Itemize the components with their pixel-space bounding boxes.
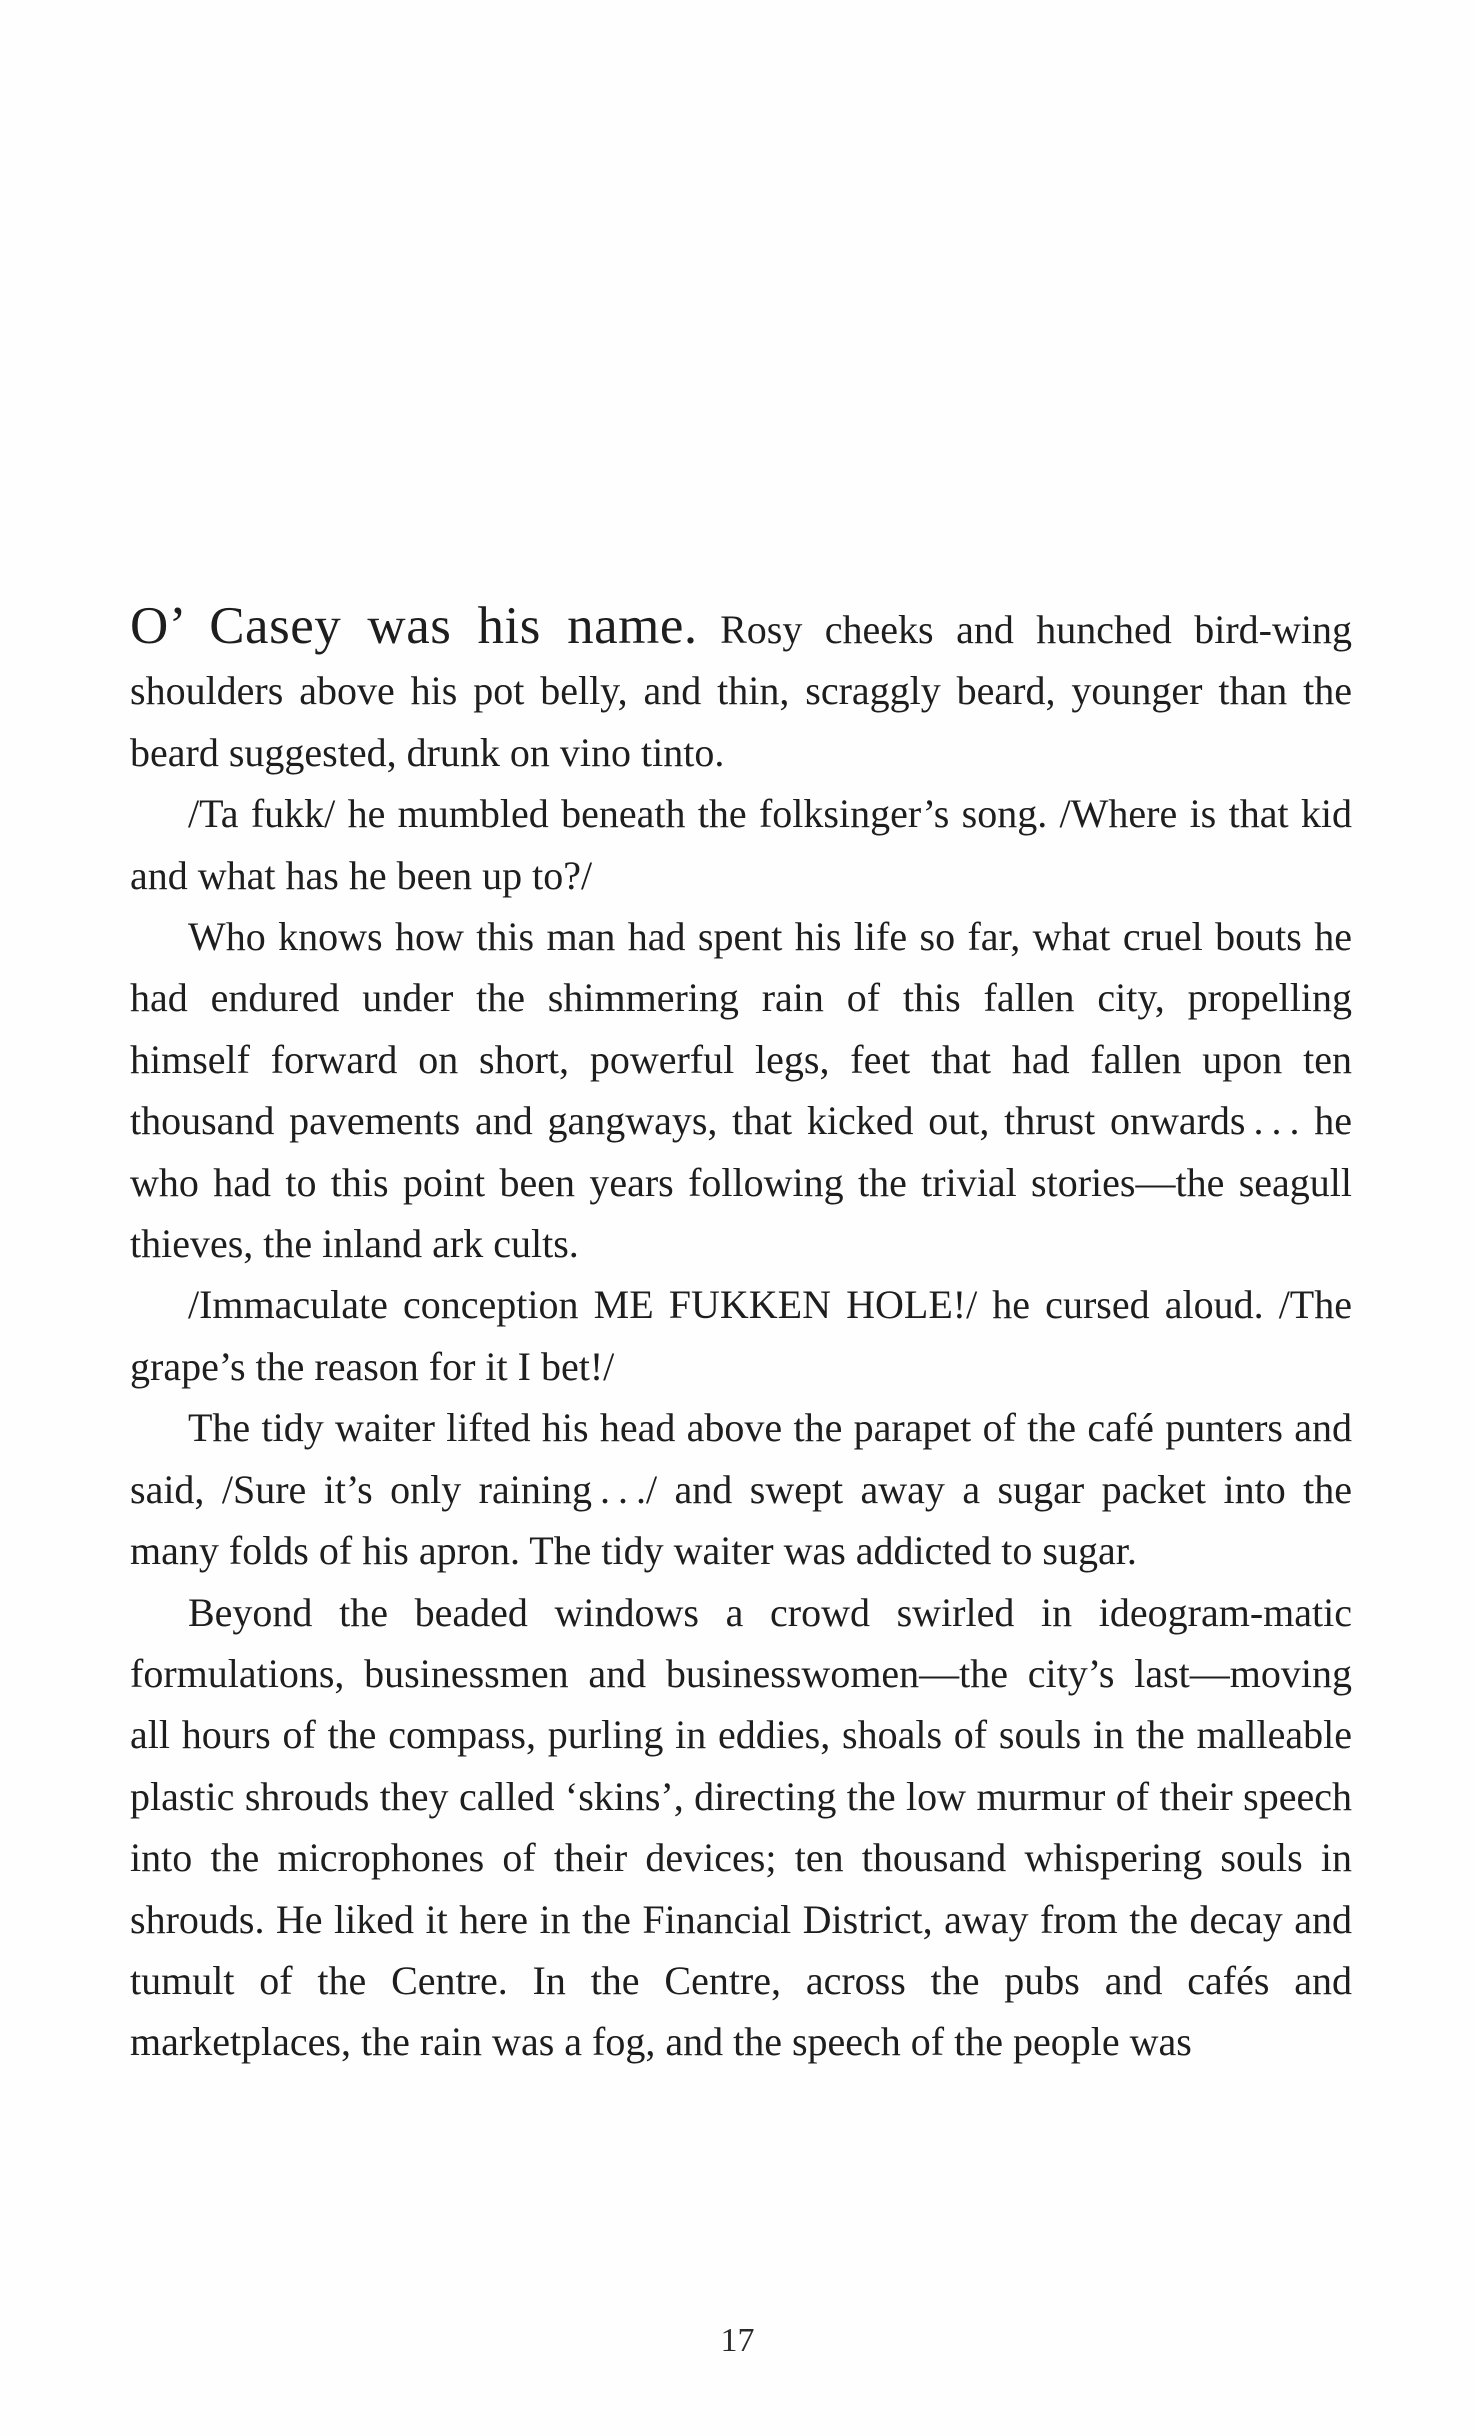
paragraph-4: /Immaculate conception ME FUKKEN HOLE!/ he cursed aloud. /The grape’s the reason for it I bet!/ bbox=[130, 1282, 1352, 1389]
paragraph-5: The tidy waiter lifted his head above the parapet of the café punters and said, /Sure it’s only raining . . ./ and swept away a sugar packet into the many folds of his apron. The tidy waiter was addicted to sugar. bbox=[130, 1405, 1352, 1574]
paragraph-1 bbox=[130, 596, 1352, 783]
page-number: 17 bbox=[720, 2322, 755, 2359]
paragraph-text: Rosy cheeks and hunched bird-wing shoulders above his pot belly, and thin, scraggly beard, younger than the beard suggested, drunk on vino tinto. bbox=[130, 607, 1353, 775]
paragraph-3: Who knows how this man had spent his life so far, what cruel bouts he had endured under the shimmering rain of this fallen city, propelling himself forward on short, powerful legs, feet that had fallen upon ten thousand pavements and gangways, that kicked out, thrust onwards . . . he who had to this point been years following the trivial stories—the seagull thieves, the inland ark cults. bbox=[130, 914, 1352, 1267]
body-text bbox=[130, 596, 1352, 2073]
chapter-opening-phrase: O’ Casey was his name. bbox=[130, 597, 698, 655]
paragraph-2: /Ta fukk/ he mumbled beneath the folksinger’s song. /Where is that kid and what has he been up to?/ bbox=[130, 791, 1352, 898]
paragraph-6: Beyond the beaded windows a crowd swirled in ideogram-matic formulations, businessmen and businesswomen—the city’s last—moving all hours of the compass, purling in eddies, shoals of souls in the malleable plastic shrouds they called ‘skins’, directing the low murmur of their speech into the microphones of their devices; ten thousand whispering souls in shrouds. He liked it here in the Financial District, away from the decay and tumult of the Centre. In the Centre, across the pubs and cafés and marketplaces, the rain was a fog, and the speech of the people was bbox=[130, 1589, 1352, 2065]
